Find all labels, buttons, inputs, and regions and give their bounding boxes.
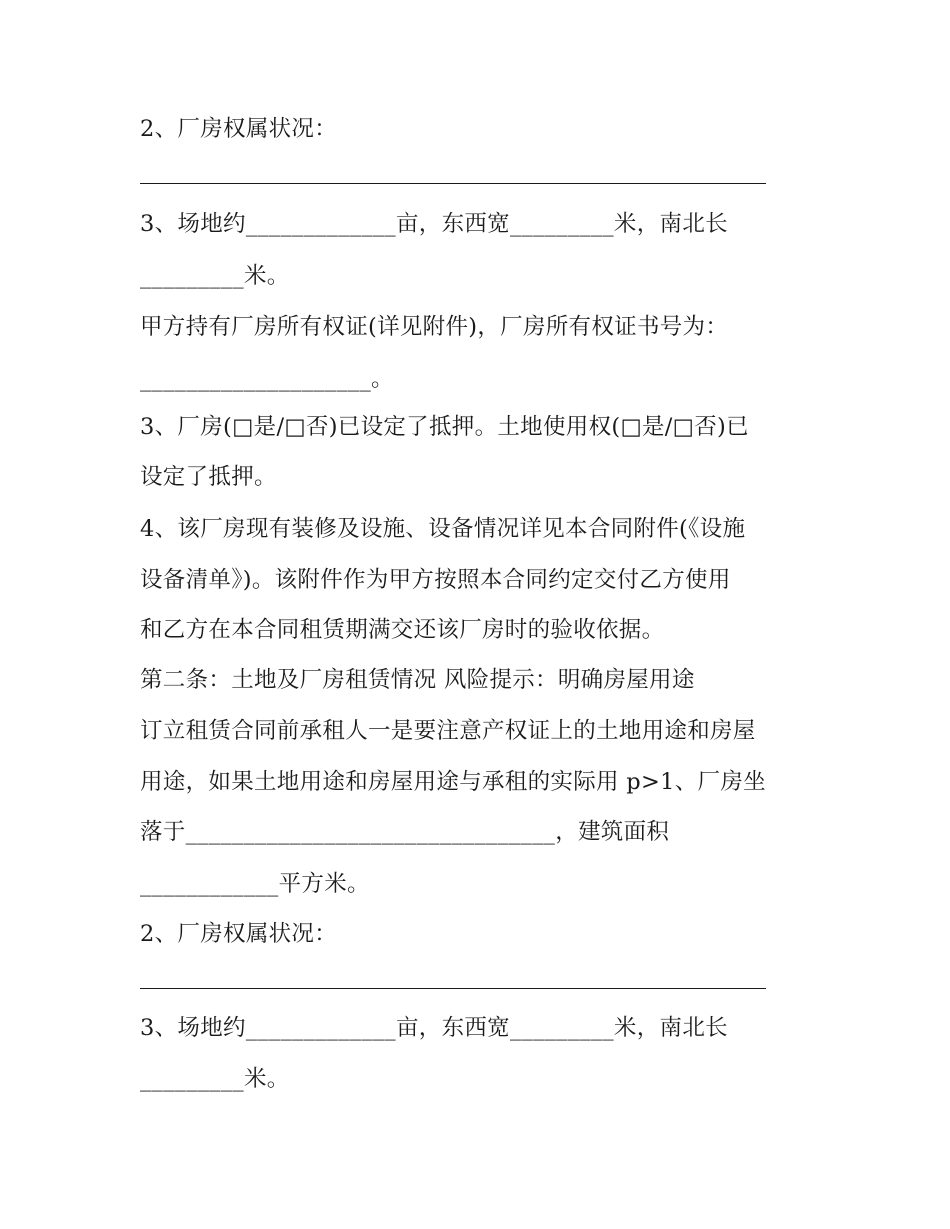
text-line: 3、场地约_____________亩，东西宽_________米，南北长 [140, 1015, 728, 1041]
text-line: ____________________。 [140, 366, 394, 392]
text-line: 4、该厂房现有装修及设施、设备情况详见本合同附件(《设施 [140, 516, 746, 542]
fill-in-blank-line [140, 988, 766, 989]
text-line: 甲方持有厂房所有权证(详见附件)，厂房所有权证书号为： [140, 314, 729, 340]
text-line: 设定了抵押。 [140, 464, 277, 490]
text-line: 用途，如果土地用途和房屋用途与承租的实际用 p>1、厂房坐 [140, 769, 766, 795]
text-line: 设备清单》)。该附件作为甲方按照本合同约定交付乙方使用 [140, 567, 731, 593]
text-line: 3、厂房(□是/□否)已设定了抵押。土地使用权(□是/□否)已 [140, 414, 749, 440]
text-line: _________米。 [140, 1066, 290, 1092]
text-line: 落于________________________________，建筑面积 [140, 819, 670, 845]
text-line: 和乙方在本合同租赁期满交还该厂房时的验收依据。 [140, 617, 665, 643]
text-line: 2、厂房权属状况： [140, 921, 338, 947]
text-line: 2、厂房权属状况： [140, 116, 338, 142]
text-line: ____________平方米。 [140, 871, 370, 897]
fill-in-blank-line [140, 183, 766, 184]
text-line: 订立租赁合同前承租人一是要注意产权证上的土地用途和房屋 [140, 718, 756, 744]
text-line: 3、场地约_____________亩，东西宽_________米，南北长 [140, 211, 728, 237]
text-line: _________米。 [140, 263, 290, 289]
text-line: 第二条：土地及厂房租赁情况 风险提示：明确房屋用途 [140, 667, 695, 693]
